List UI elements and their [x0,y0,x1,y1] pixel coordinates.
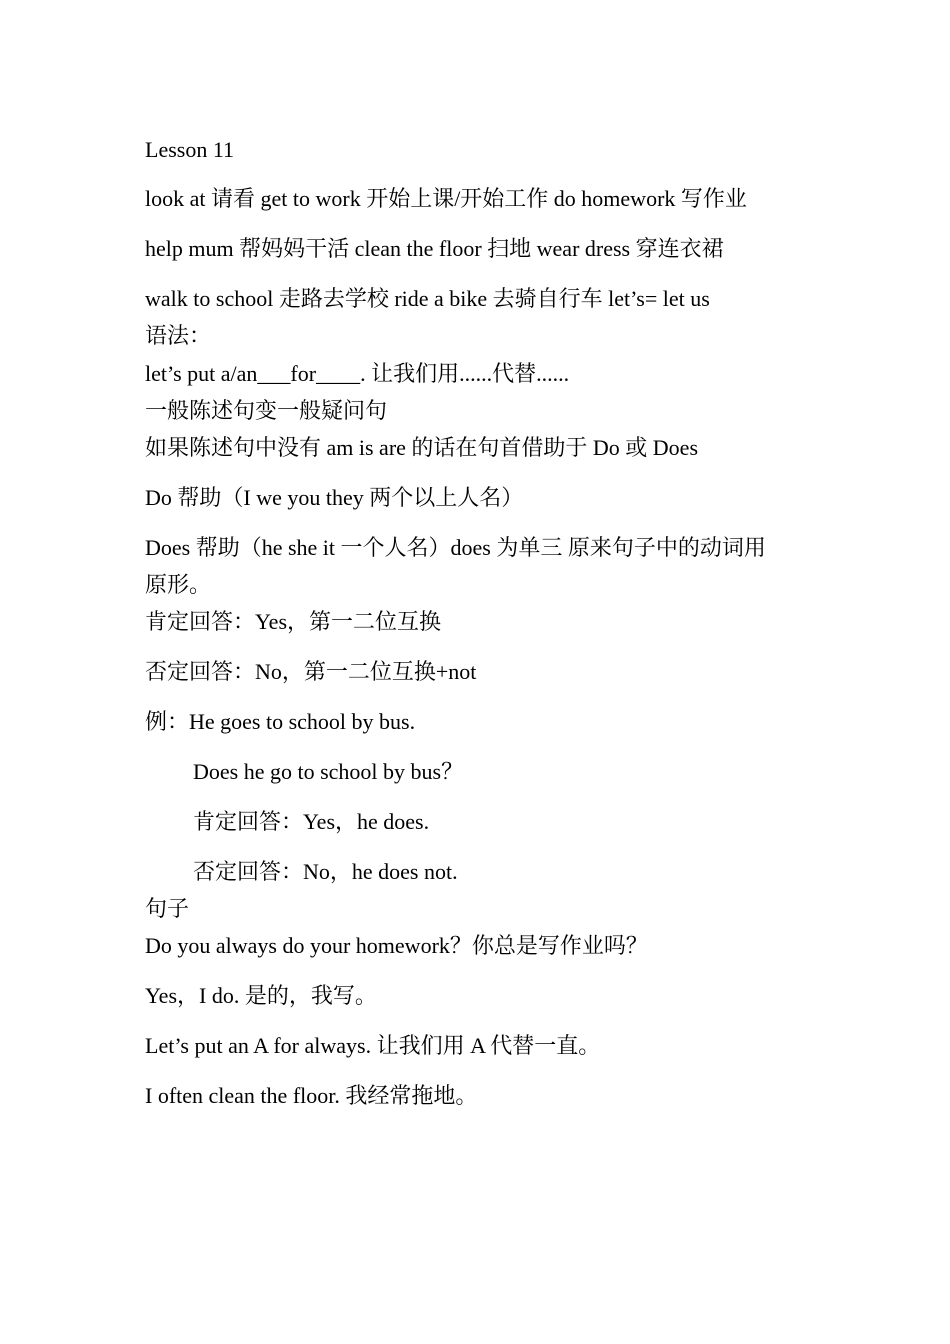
grammar-heading: 语法： [145,323,212,348]
vocab-line-1: look at 请看 get to work 开始上课/开始工作 do homework 写作业 [145,186,747,211]
lesson-title: Lesson 11 [145,137,235,162]
question-heading: 一般陈述句变一般疑问句 [145,398,388,423]
sentence-1: Do you always do your homework？你总是写作业吗？ [145,933,648,958]
sentence-3: Let’s put an A for always. 让我们用 A 代替一直。 [145,1033,601,1058]
sentences-heading: 句子 [145,896,190,921]
rule-does-line-1: Does 帮助（he she it 一个人名）does 为单三 原来句子中的动词用 [145,535,766,560]
example-question: Does he go to school by bus？ [193,759,464,784]
answer-yes-rule: 肯定回答：Yes，第一二位互换 [145,609,442,634]
rule-does-line-2: 原形。 [145,572,212,597]
rule-line: 如果陈述句中没有 am is are 的话在句首借助于 Do 或 Does [145,435,699,460]
sentence-2: Yes，I do. 是的，我写。 [145,983,377,1008]
sentence-4: I often clean the floor. 我经常拖地。 [145,1083,478,1108]
example-no: 否定回答：No，he does not. [193,859,458,884]
vocab-line-3: walk to school 走路去学校 ride a bike 去骑自行车 let’s= let us [145,286,710,311]
answer-no-rule: 否定回答：No，第一二位互换+not [145,659,477,684]
grammar-pattern: let’s put a/an___for____. 让我们用......代替...... [145,361,570,386]
example-yes: 肯定回答：Yes，he does. [193,809,430,834]
rule-do: Do 帮助（I we you they 两个以上人名） [145,485,524,510]
example-statement: 例：He goes to school by bus. [145,709,416,734]
vocab-line-2: help mum 帮妈妈干活 clean the floor 扫地 wear dress 穿连衣裙 [145,236,724,261]
